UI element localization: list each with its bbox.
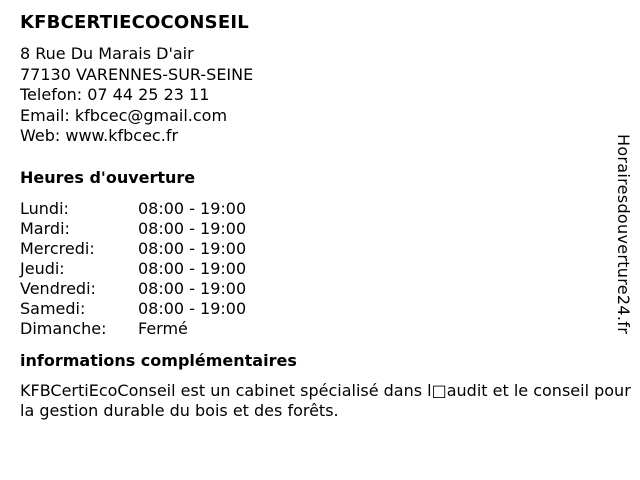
day-label: Mercredi:	[20, 238, 95, 258]
day-hours: Fermé	[138, 318, 188, 338]
hours-row-thursday	[20, 259, 632, 279]
hours-row-sunday	[20, 319, 632, 339]
day-hours: 08:00 - 19:00	[138, 278, 247, 298]
hours-row-friday	[20, 279, 632, 299]
business-name: KFBCERTIECOCONSEIL	[20, 12, 249, 33]
hours-row-wednesday	[20, 239, 632, 259]
contact-block	[20, 44, 632, 147]
street-address: 8 Rue Du Marais D'air	[20, 44, 194, 63]
day-label: Dimanche:	[20, 318, 107, 338]
day-label: Jeudi:	[20, 258, 65, 278]
day-hours: 08:00 - 19:00	[138, 258, 247, 278]
day-label: Samedi:	[20, 298, 86, 318]
day-label: Lundi:	[20, 198, 69, 218]
web-line: Web: www.kfbcec.fr	[20, 126, 179, 145]
email-line: Email: kfbcec@gmail.com	[20, 105, 228, 125]
day-hours: 08:00 - 19:00	[138, 198, 247, 218]
city-line: 77130 VARENNES-SUR-SEINE	[20, 64, 254, 84]
hours-table	[20, 199, 632, 339]
site-link[interactable]: Horairesdouverture24.fr	[614, 134, 633, 335]
info-heading: informations complémentaires	[20, 350, 297, 370]
hours-row-monday	[20, 199, 632, 219]
phone-line: Telefon: 07 44 25 23 11	[20, 85, 210, 104]
info-description: KFBCertiEcoConseil est un cabinet spécialisé dans l□audit et le conseil pour la gestion durable du bois et des forêts.	[20, 380, 631, 420]
hours-row-saturday	[20, 299, 632, 319]
day-hours: 08:00 - 19:00	[138, 298, 247, 318]
day-hours: 08:00 - 19:00	[138, 218, 247, 238]
hours-heading: Heures d'ouverture	[20, 167, 196, 187]
day-label: Mardi:	[20, 218, 70, 238]
day-hours: 08:00 - 19:00	[138, 238, 247, 258]
business-card	[20, 0, 632, 421]
hours-row-tuesday	[20, 219, 632, 239]
day-label: Vendredi:	[20, 278, 96, 298]
